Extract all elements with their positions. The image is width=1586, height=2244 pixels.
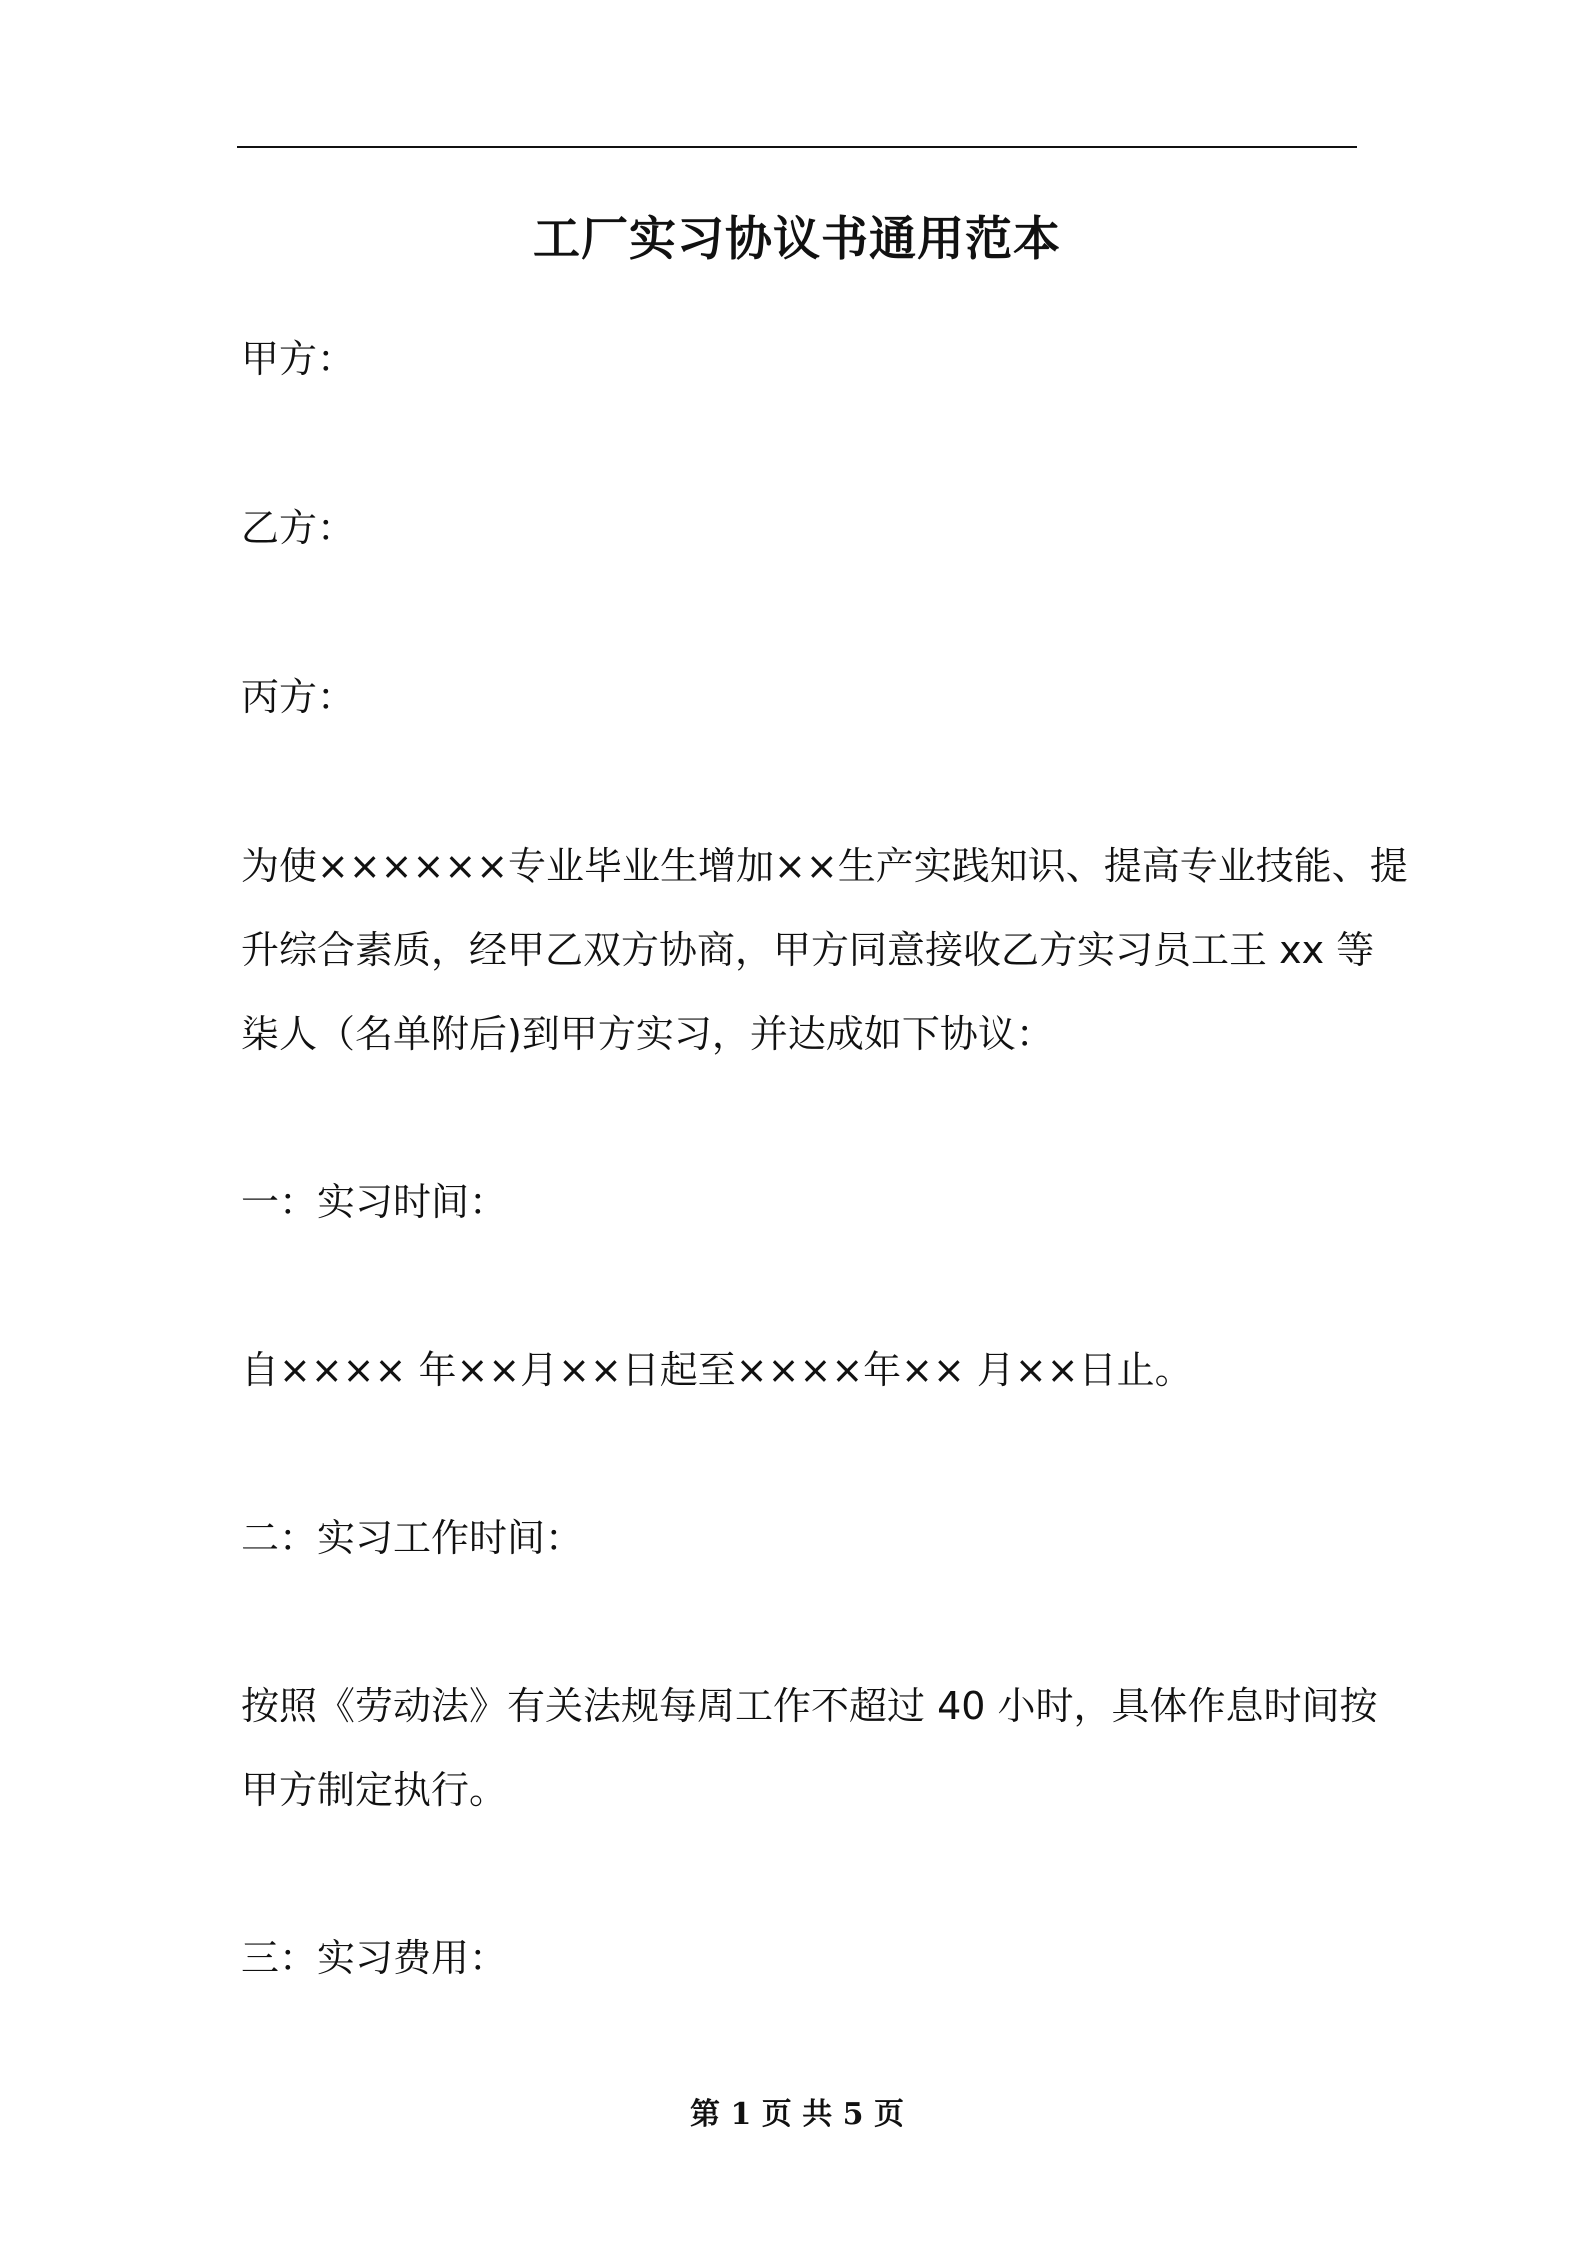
section-2-heading: 二：实习工作时间：	[241, 1516, 584, 1560]
section-1-heading: 一：实习时间：	[241, 1180, 508, 1224]
intro-paragraph	[241, 824, 1408, 1076]
intro-line: 为使××××××专业毕业生增加××生产实践知识、提高专业技能、提	[241, 844, 1408, 888]
party-c-label: 丙方：	[241, 675, 356, 719]
section-2-line: 按照《劳动法》有关法规每周工作不超过 40 小时，具体作息时间按	[241, 1684, 1378, 1728]
party-b-label: 乙方：	[241, 506, 356, 550]
section-3-heading: 三：实习费用：	[241, 1936, 508, 1980]
party-a-label: 甲方：	[241, 337, 356, 381]
section-2-line: 甲方制定执行。	[241, 1768, 508, 1812]
section-1-text: 自×××× 年××月××日起至××××年×× 月××日止。	[241, 1348, 1193, 1392]
header-rule	[237, 146, 1357, 148]
intro-line: 升综合素质，经甲乙双方协商，甲方同意接收乙方实习员工王 xx 等	[241, 928, 1375, 972]
section-2-paragraph	[241, 1664, 1378, 1832]
document-title: 工厂实习协议书通用范本	[533, 212, 1061, 267]
page-number-footer: 第 1 页 共 5 页	[690, 2097, 904, 2132]
intro-line: 柒人（名单附后)到甲方实习，并达成如下协议：	[241, 1012, 1054, 1056]
